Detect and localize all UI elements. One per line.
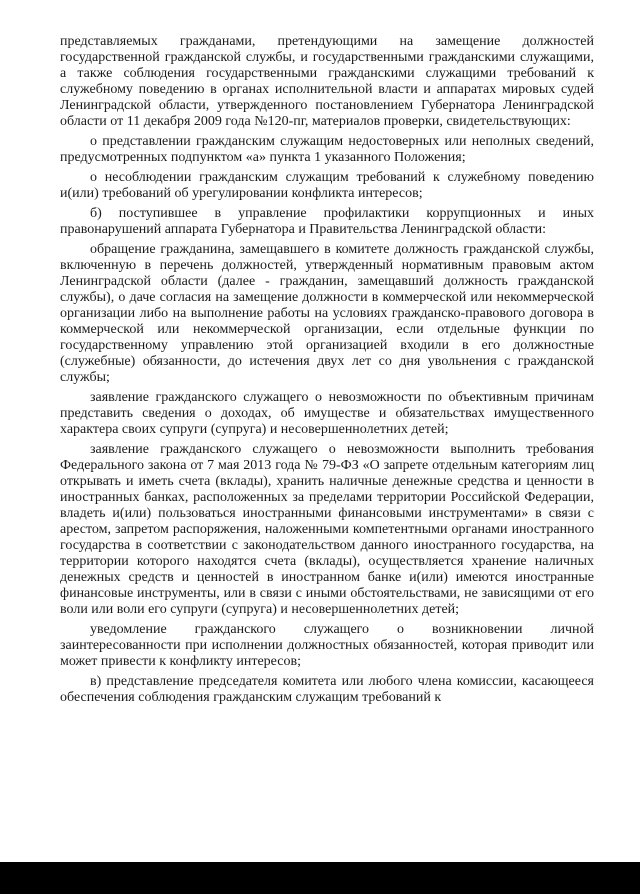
paragraph-conflict-notice: уведомление гражданского служащего о возникновении личной заинтересованности при исполнении должностных обязанностей, которая приводит или может привести к конфликту интересов; — [60, 622, 594, 669]
paragraph-citizen-appeal: обращение гражданина, замещавшего в комитете должность гражданской службы, включенную в перечень должностей, утвержденный нормативным правовым актом Ленинградской области (далее - гражданин, замещавший должность гражданской службы), о даче согласия на замещение должности в коммерческой или некоммерческой организации либо на выполнение работы на условиях гражданско-правового договора в коммерческой или некоммерческой организации, если отдельные функции по государственному управлению этой организацией входили в его должностные (служебные) обязанности, до истечения двух лет со дня увольнения с гражданской службы; — [60, 242, 594, 385]
paragraph-conduct-violation: о несоблюдении гражданским служащим требований к служебному поведению и(или) требований об урегулировании конфликта интересов; — [60, 170, 594, 201]
paragraph-income-statement: заявление гражданского служащего о невозможности по объективным причинам представить сведения о доходах, об имуществе и обязательствах имущественного характера своих супруги (супруга) и несовершеннолетних детей; — [60, 390, 594, 437]
paragraph-intro-continuation: представляемых гражданами, претендующими на замещение должностей государственной гражданской службы, и государственными гражданскими служащими, а также соблюдения государственными гражданскими служащими требований к служебному поведению в органах исполнительной власти и аппаратах мировых судей Ленинградской области, утвержденного постановлением Губернатора Ленинградской области от 11 декабря 2009 года №120-пг, материалов проверки, свидетельствующих: — [60, 34, 594, 129]
paragraph-false-information: о представлении гражданским служащим недостоверных или неполных сведений, предусмотренных подпунктом «а» пункта 1 указанного Положения; — [60, 134, 594, 165]
scan-bottom-edge — [0, 862, 640, 894]
paragraph-item-v: в) представление председателя комитета или любого члена комиссии, касающееся обеспечения соблюдения гражданским служащим требований к — [60, 674, 594, 705]
paragraph-foreign-accounts: заявление гражданского служащего о невозможности выполнить требования Федерального закона от 7 мая 2013 года № 79-ФЗ «О запрете отдельным категориям лиц открывать и иметь счета (вклады), хранить наличные денежные средства и ценности в иностранных банках, расположенных за пределами территории Российской Федерации, владеть и(или) пользоваться иностранными финансовыми инструментами» в связи с арестом, запретом распоряжения, наложенными компетентными органами иностранного государства в соответствии с законодательством данного иностранного государства, на территории которого находятся счета (вклады), осуществляется хранение наличных денежных средств и ценностей в иностранном банке и(или) имеются иностранные финансовые инструменты, или в связи с иными обстоятельствами, не зависящими от его воли или воли его супруги (супруга) и несовершеннолетних детей; — [60, 442, 594, 617]
document-body — [60, 34, 594, 710]
paragraph-item-b: б) поступившее в управление профилактики коррупционных и иных правонарушений аппарата Губернатора и Правительства Ленинградской области: — [60, 206, 594, 237]
